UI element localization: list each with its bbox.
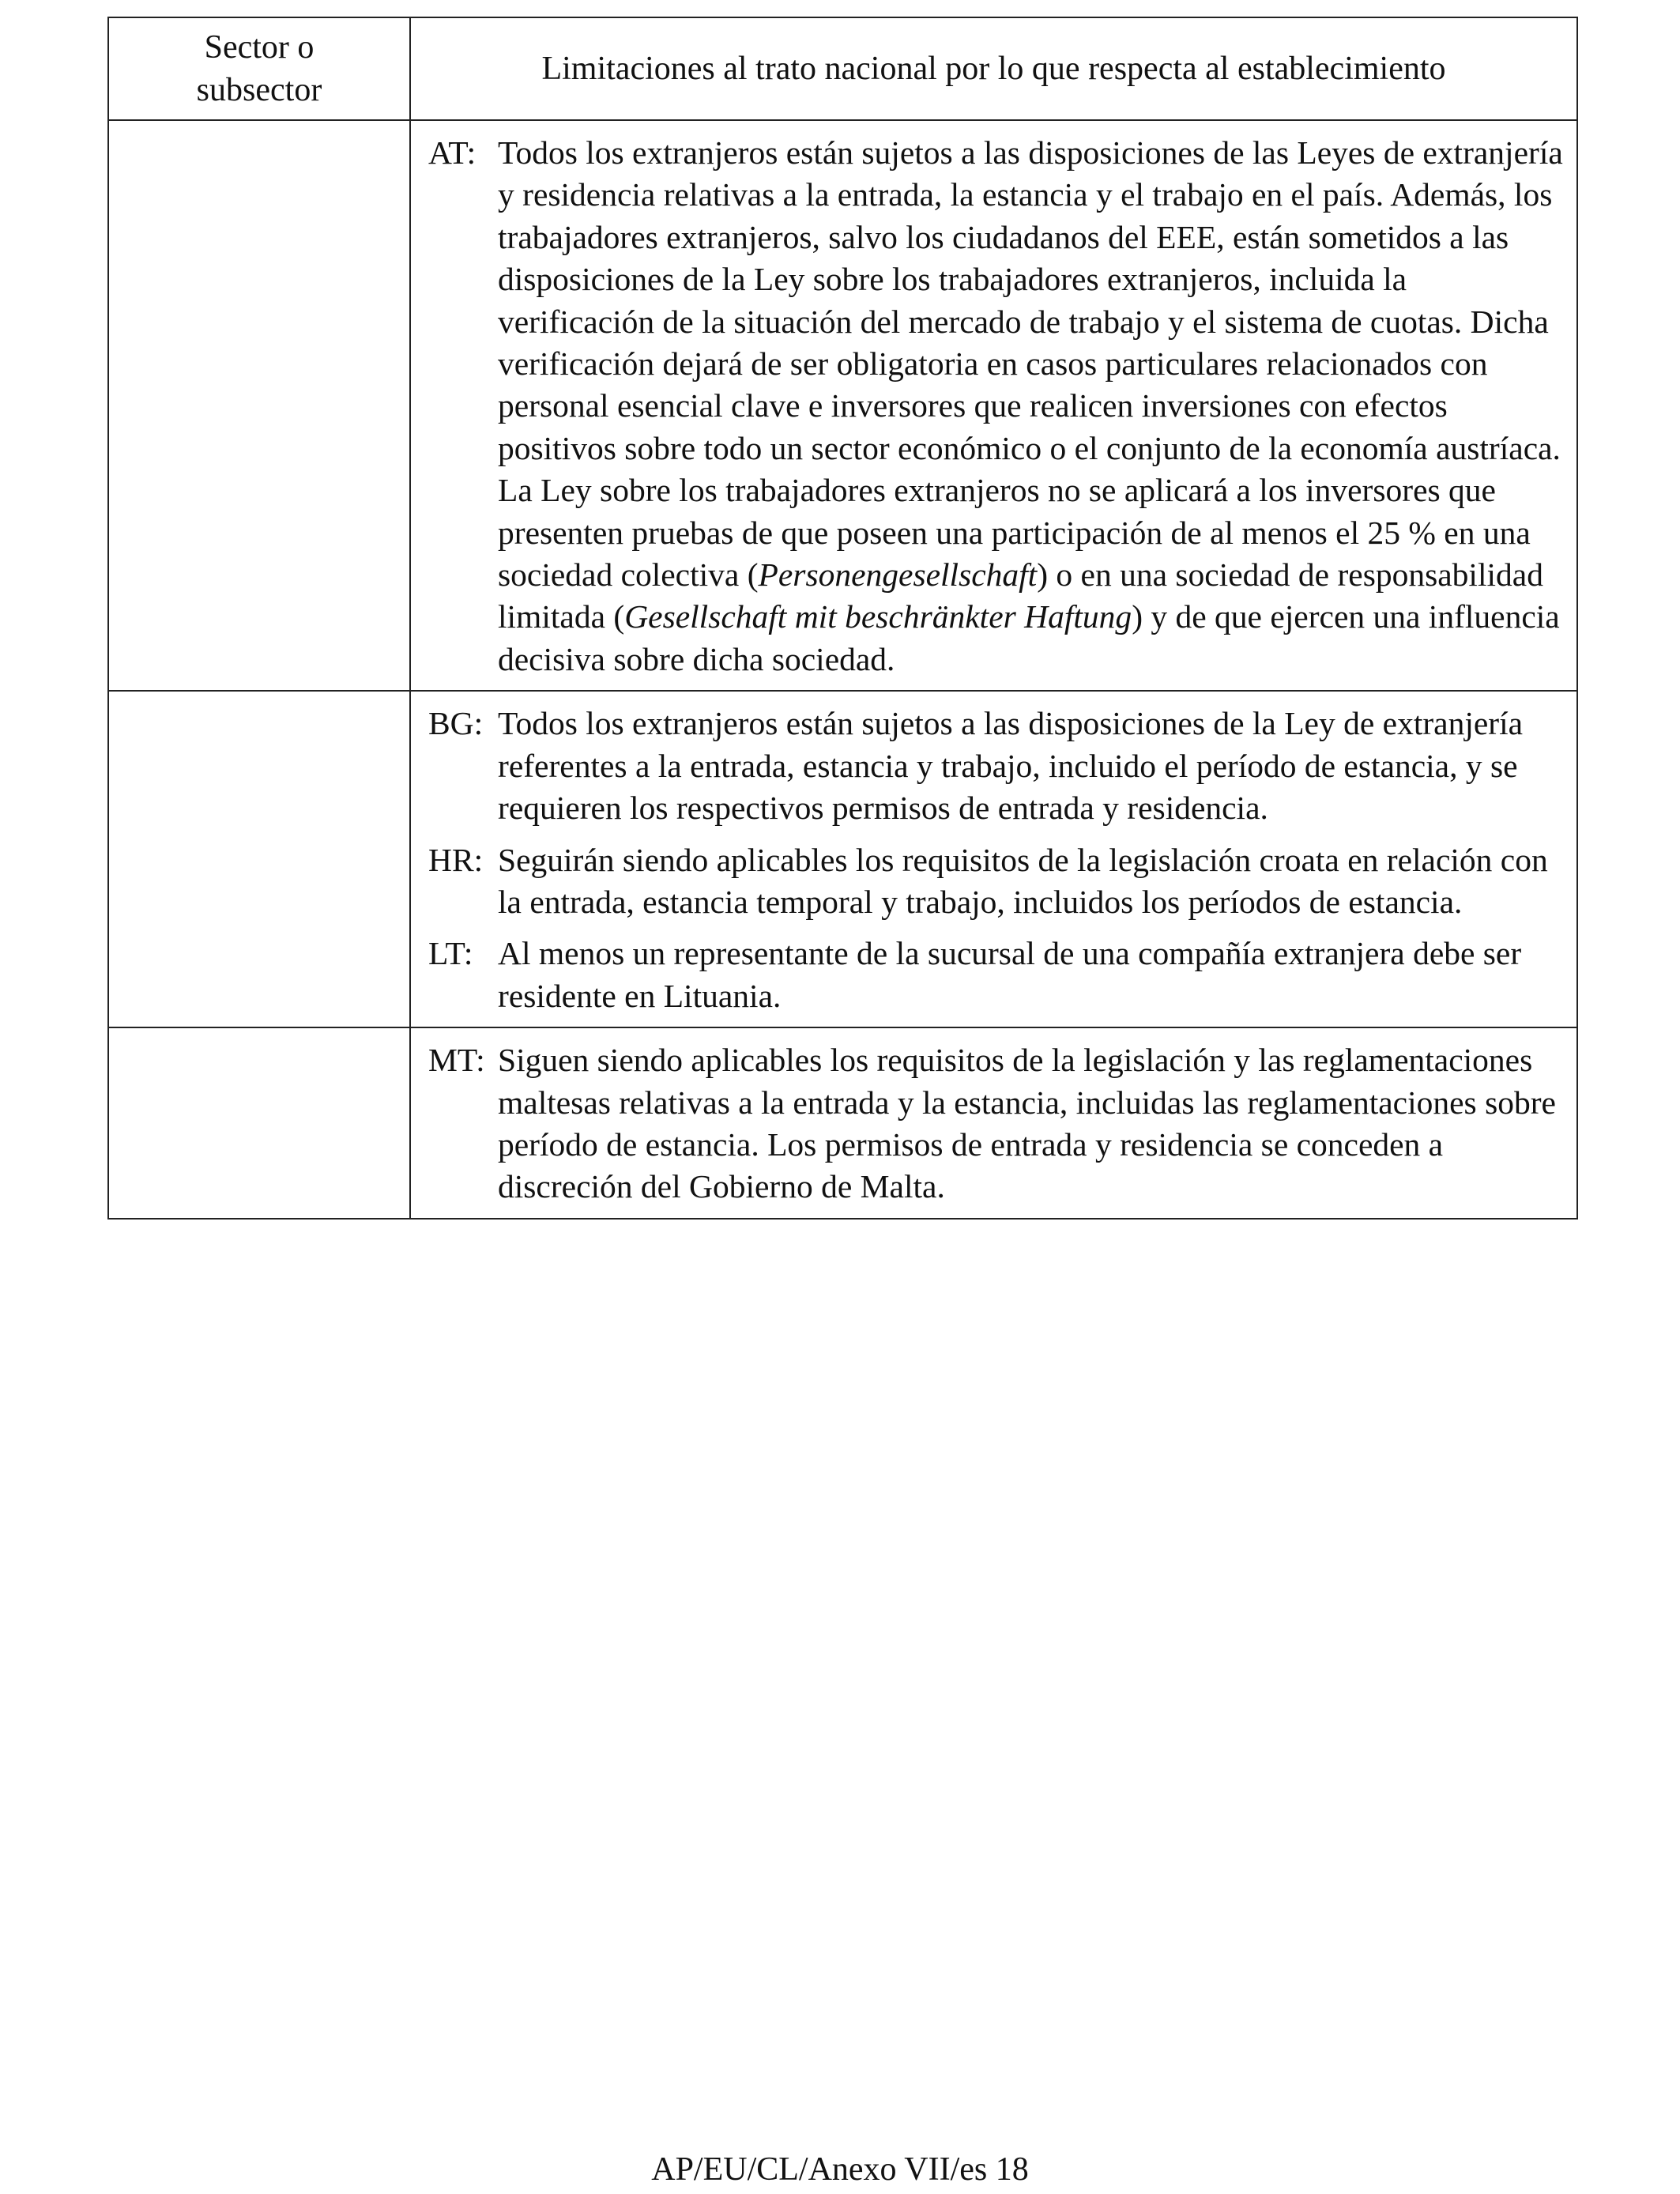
header-sector-line2: subsector [196, 72, 322, 108]
table-header-row [108, 17, 1577, 120]
limitations-cell [410, 120, 1577, 691]
list-item [428, 839, 1565, 924]
sector-cell [108, 120, 410, 691]
sector-cell [108, 691, 410, 1027]
limitations-cell [410, 1027, 1577, 1219]
table-row [108, 691, 1577, 1027]
table-row [108, 1027, 1577, 1219]
table-row [108, 120, 1577, 691]
entry-italic-term: Gesellschaft mit beschränkter Haftung [624, 598, 1132, 635]
country-code: HR: [428, 841, 484, 878]
sector-cell [108, 1027, 410, 1219]
list-item [428, 703, 1565, 829]
list-item [428, 1039, 1565, 1208]
header-limitations: Limitaciones al trato nacional por lo que respecta al establecimiento [410, 17, 1577, 120]
entry-text: ) o en una sociedad de responsabilidad limitada ( [498, 556, 1543, 635]
entry-text: Todos los extranjeros están sujetos a las disposiciones de la Ley de extranjería referentes a la entrada, estancia y trabajo, incluido el período de estancia, y se requieren los respectivos permisos de entrada y residencia. [498, 705, 1524, 827]
list-item [428, 933, 1565, 1017]
header-sector-line1: Sector o [204, 29, 315, 66]
entry-italic-term: Personengesellschaft [758, 556, 1038, 594]
country-code: BG: [428, 705, 484, 742]
entry-text: ) y de que ejercen una influencia decisiva sobre dicha sociedad. [498, 598, 1560, 677]
entry-text: Siguen siendo aplicables los requisitos de la legislación y las reglamentaciones maltesas relativas a la entrada y la estancia, incluidas las reglamentaciones sobre período de estancia. Los permisos de entrada y residencia se conceden a discreción del Gobierno de Malta. [498, 1042, 1556, 1205]
entry-text: Al menos un representante de la sucursal de una compañía extranjera debe ser residente en Lituania. [498, 935, 1522, 1014]
limitations-cell [410, 691, 1577, 1027]
page-footer-reference: AP/EU/CL/Anexo VII/es 18 [651, 2151, 1029, 2188]
entry-text: Todos los extranjeros están sujetos a las disposiciones de las Leyes de extranjería y residencia relativas a la entrada, la estancia y el trabajo en el país. Además, los trabajadores extranjeros, salvo los ciudadanos del EEE, están sometidos a las disposiciones de la Ley sobre los trabajadores extranjeros, incluida la verificación de la situación del mercado de trabajo y el sistema de cuotas. Dicha verificación dejará de ser obligatoria en casos particulares relacionados con personal esencial clave e inversores que realicen inversiones con efectos positivos sobre todo un sector económico o el conjunto de la economía austríaca. La Ley sobre los trabajadores extranjeros no se aplicará a los inversores que presenten pruebas de que poseen una participación de al menos el 25 % en una sociedad colectiva ( [498, 134, 1563, 594]
country-code: LT: [428, 935, 473, 972]
country-code: AT: [428, 134, 477, 171]
country-code: MT: [428, 1042, 485, 1079]
header-sector [108, 17, 410, 120]
entry-text: Seguirán siendo aplicables los requisitos de la legislación croata en relación con la entrada, estancia temporal y trabajo, incluidos los períodos de estancia. [498, 841, 1548, 920]
limitations-table [107, 17, 1578, 1220]
list-item [428, 132, 1565, 680]
